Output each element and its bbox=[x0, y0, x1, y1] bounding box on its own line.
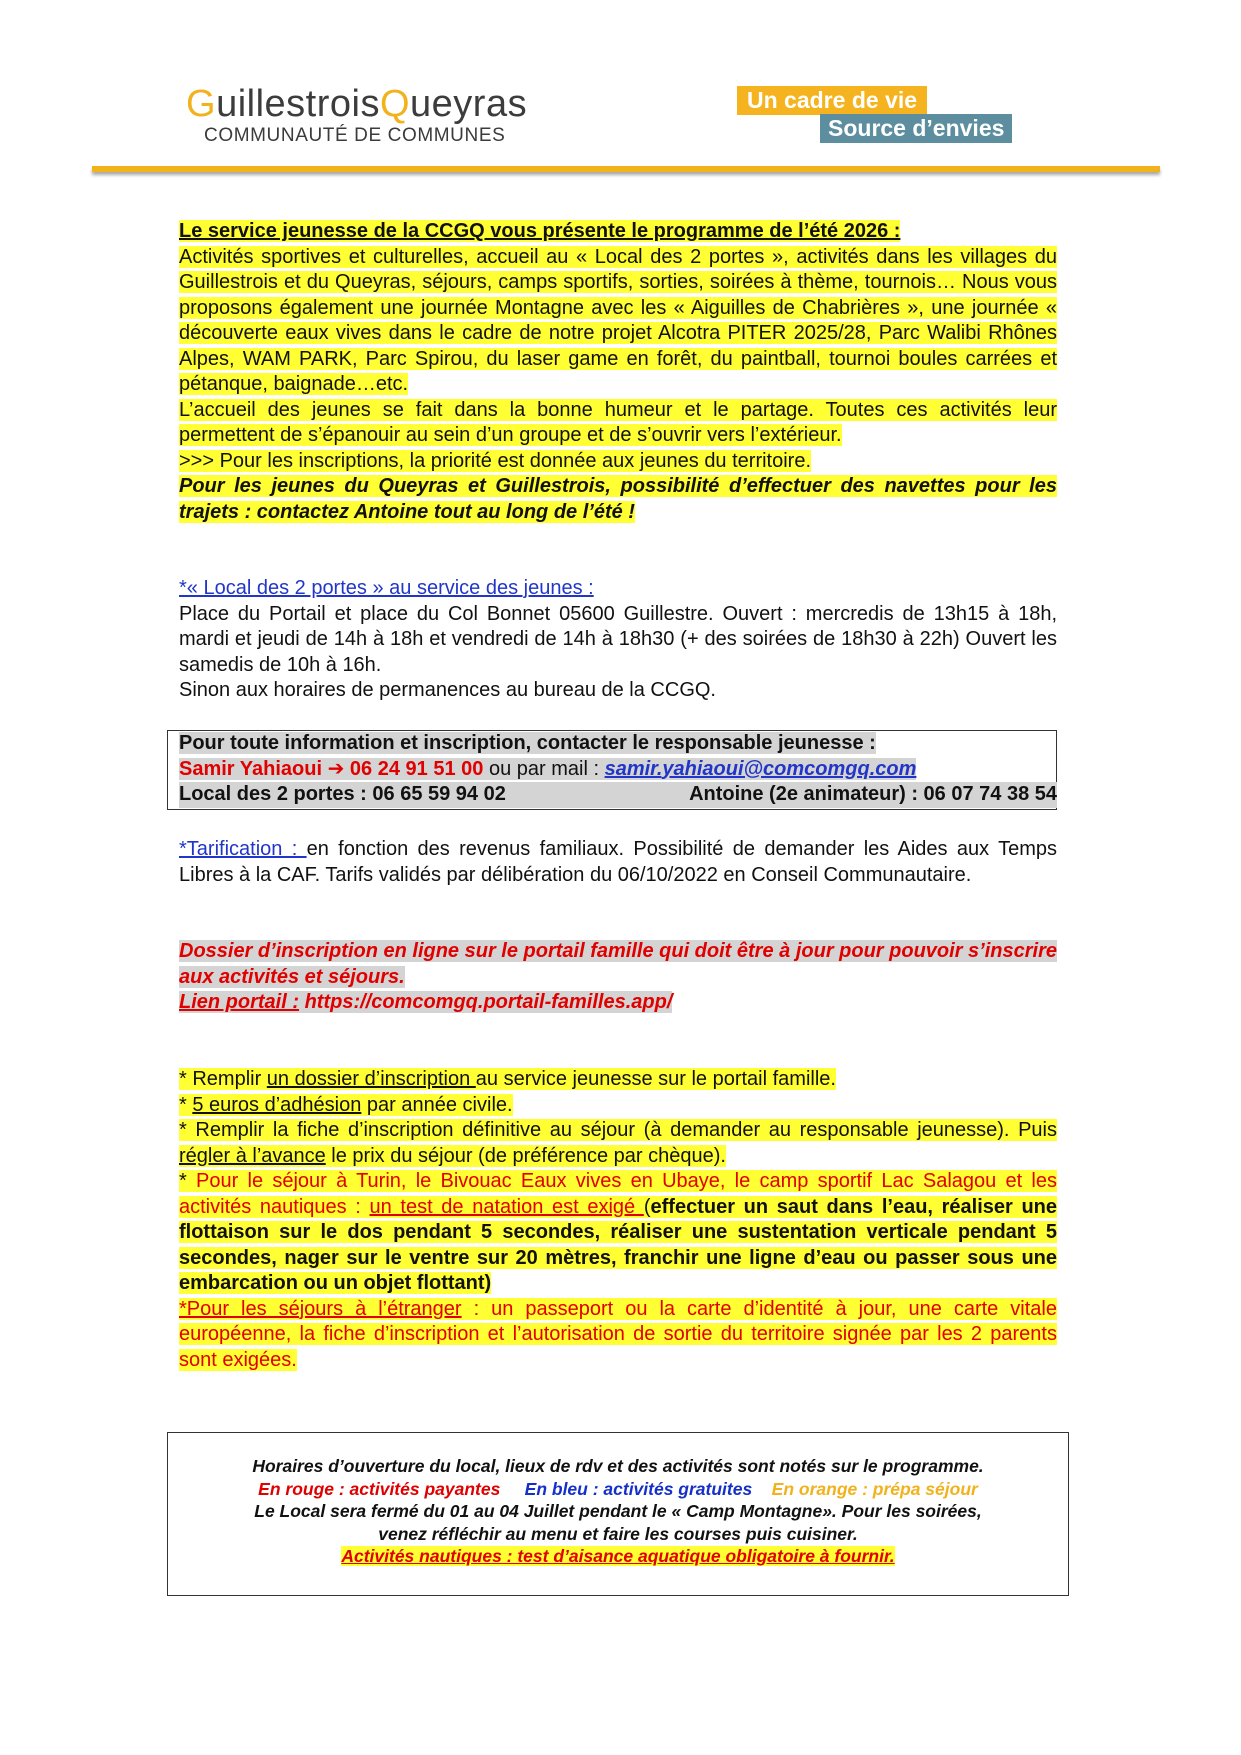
requirement-2-underlined: 5 euros d’adhésion bbox=[192, 1093, 362, 1116]
logo-guillestrois: uillestrois bbox=[216, 83, 380, 125]
requirement-4-paren: ( bbox=[643, 1195, 651, 1218]
pricing-section bbox=[179, 837, 1057, 888]
info-box bbox=[167, 1432, 1069, 1596]
local-alt-hours: Sinon aux horaires de permanences au bureau de la CCGQ. bbox=[179, 679, 716, 701]
requirements-section bbox=[179, 1067, 1057, 1373]
intro-paragraph-3: >>> Pour les inscriptions, la priorité est donnée aux jeunes du territoire. bbox=[179, 449, 812, 472]
logo-wordmark bbox=[186, 84, 527, 124]
info-line-3: Le Local sera fermé du 01 au 04 Juillet pendant le « Camp Montagne». Pour les soirées, bbox=[254, 1501, 982, 1521]
contact-email-link[interactable]: samir.yahiaoui@comcomgq.com bbox=[604, 757, 917, 780]
portal-link-label: Lien portail : bbox=[179, 991, 299, 1013]
requirement-4-star: * bbox=[179, 1170, 187, 1192]
arrow-right-icon: ➔ bbox=[327, 757, 345, 780]
header-divider bbox=[92, 166, 1160, 172]
legend-red: En rouge : activités payantes bbox=[258, 1478, 501, 1499]
intro-paragraph-2: L’accueil des jeunes se fait dans la bonne humeur et le partage. Toutes ces activités leur permettent de s’épanouir au sein d’un groupe et de s’ouvrir vers l’extérieur. bbox=[179, 398, 1057, 446]
contact-mail-prefix: ou par mail : bbox=[488, 757, 600, 780]
info-line-5: Activités nautiques : test d’aisance aquatique obligatoire à fournir. bbox=[341, 1546, 895, 1566]
portal-text: Dossier d’inscription en ligne sur le portail famille qui doit être à jour pour pouvoir s’inscrire aux activités et séjours. bbox=[179, 940, 1057, 988]
info-line-1: Horaires d’ouverture du local, lieux de rdv et des activités sont notés sur le programme. bbox=[252, 1456, 984, 1476]
contact-intro: Pour toute information et inscription, contacter le responsable jeunesse : bbox=[179, 732, 876, 754]
local-heading-link[interactable]: *« Local des 2 portes » au service des jeunes : bbox=[179, 577, 594, 599]
info-line-4: venez réfléchir au menu et faire les courses puis cuisiner. bbox=[378, 1523, 858, 1544]
intro-paragraph-1: Activités sportives et culturelles, accueil au « Local des 2 portes », activités dans les villages du Guillestrois et du Queyras, séjours, camps sportifs, sorties, soirées à thème, tournois… Nous vous proposons également une journée Montagne avec les « Aiguilles de Chabrières », une journée « découverte eaux vives dans le cadre de notre projet Alcotra PITER 2025/28, Parc Walibi Rhônes Alpes, WAM PARK, Parc Spirou, du laser game en forêt, du paintball, tournoi boules carrées et pétanque, baignade…etc. bbox=[179, 245, 1057, 395]
requirement-item bbox=[179, 1067, 1057, 1093]
antoine-phone: Antoine (2e animateur) : 06 07 74 38 54 bbox=[689, 783, 1057, 805]
requirement-4-bold: effectuer un saut dans l’eau, réaliser une flottaison sur le dos pendant 5 secondes, réaliser une sustentation verticale pendant 5 secondes, nager sur le ventre sur 20 mètres, franchir une ligne d’eau ou passer sous une embarcation ou un objet flottant) bbox=[179, 1195, 1058, 1294]
intro-title: Le service jeunesse de la CCGQ vous présente le programme de l’été 2026 : bbox=[179, 220, 901, 242]
contact-name: Samir Yahiaoui bbox=[179, 757, 323, 780]
portal-section bbox=[179, 939, 1057, 1016]
pricing-label-link[interactable]: *Tarification : bbox=[179, 838, 307, 860]
logo-queyras: ueyras bbox=[410, 83, 528, 125]
requirement-item bbox=[179, 1169, 1057, 1297]
requirement-2-suffix: par année civile. bbox=[361, 1093, 513, 1116]
slogan-line-1: Un cadre de vie bbox=[737, 86, 927, 115]
legend-blue: En bleu : activités gratuites bbox=[524, 1478, 753, 1499]
requirement-5-text: : un passeport ou la carte d’identité à jour, une carte vitale européenne, la fiche d’inscription et l’autorisation de sortie du territoire signée par les 2 parents sont exigées. bbox=[179, 1297, 1057, 1371]
portal-link-url[interactable]: https://comcomgq.portail-familles.app/ bbox=[304, 991, 673, 1013]
local-phone: Local des 2 portes : 06 65 59 94 02 bbox=[179, 783, 506, 805]
requirement-4-red-underlined: un test de natation est exigé bbox=[369, 1195, 644, 1218]
requirement-3-part1: * Remplir la fiche d’inscription définitive au séjour (à demander au responsable jeunesse). Puis bbox=[179, 1119, 1057, 1141]
requirement-1-suffix: au service jeunesse sur le portail famille. bbox=[475, 1068, 836, 1090]
requirement-item bbox=[179, 1118, 1057, 1169]
requirement-1-underlined: un dossier d’inscription bbox=[266, 1068, 476, 1090]
local-address-hours: Place du Portail et place du Col Bonnet 05600 Guillestre. Ouvert : mercredis de 13h15 à 18h, mardi et jeudi de 14h à 18h et vendredi de 14h à 18h30 (+ des soirées de 18h30 à 22h) Ouvert les samedis de 10h à 16h. bbox=[179, 602, 1057, 676]
requirement-item bbox=[179, 1093, 1057, 1119]
pricing-text: en fonction des revenus familiaux. Possibilité de demander les Aides aux Temps Libres à la CAF. Tarifs validés par délibération du 06/10/2022 en Conseil Communautaire. bbox=[179, 838, 1057, 886]
requirement-5-underlined: *Pour les séjours à l’étranger bbox=[179, 1297, 462, 1320]
requirement-4-red: Pour le séjour à Turin, le Bivouac Eaux vives en Ubaye, le camp sportif Lac Salagou et les activités nautiques : bbox=[179, 1170, 1057, 1218]
requirement-3-underlined: régler à l’avance bbox=[179, 1144, 326, 1167]
local-section bbox=[179, 576, 1057, 704]
requirement-item bbox=[179, 1297, 1057, 1374]
logo-q-letter: Q bbox=[379, 83, 411, 125]
requirement-2-prefix: * bbox=[179, 1093, 193, 1116]
shuttle-note: Pour les jeunes du Queyras et Guillestrois, possibilité d’effectuer des navettes pour les trajets : contactez Antoine tout au long de l’été ! bbox=[179, 475, 1057, 523]
legend-orange: En orange : prépa séjour bbox=[771, 1478, 978, 1499]
logo-subtitle: COMMUNAUTÉ DE COMMUNES bbox=[204, 125, 506, 146]
logo-g-letter: G bbox=[186, 83, 217, 125]
requirement-3-part2: le prix du séjour (de préférence par chèque). bbox=[325, 1144, 726, 1167]
slogan-line-2: Source d’envies bbox=[820, 114, 1012, 143]
intro-section bbox=[179, 219, 1057, 525]
contact-phone[interactable]: 06 24 91 51 00 bbox=[349, 757, 484, 780]
contact-section bbox=[179, 731, 1057, 808]
requirement-1-prefix: * Remplir bbox=[179, 1068, 267, 1090]
